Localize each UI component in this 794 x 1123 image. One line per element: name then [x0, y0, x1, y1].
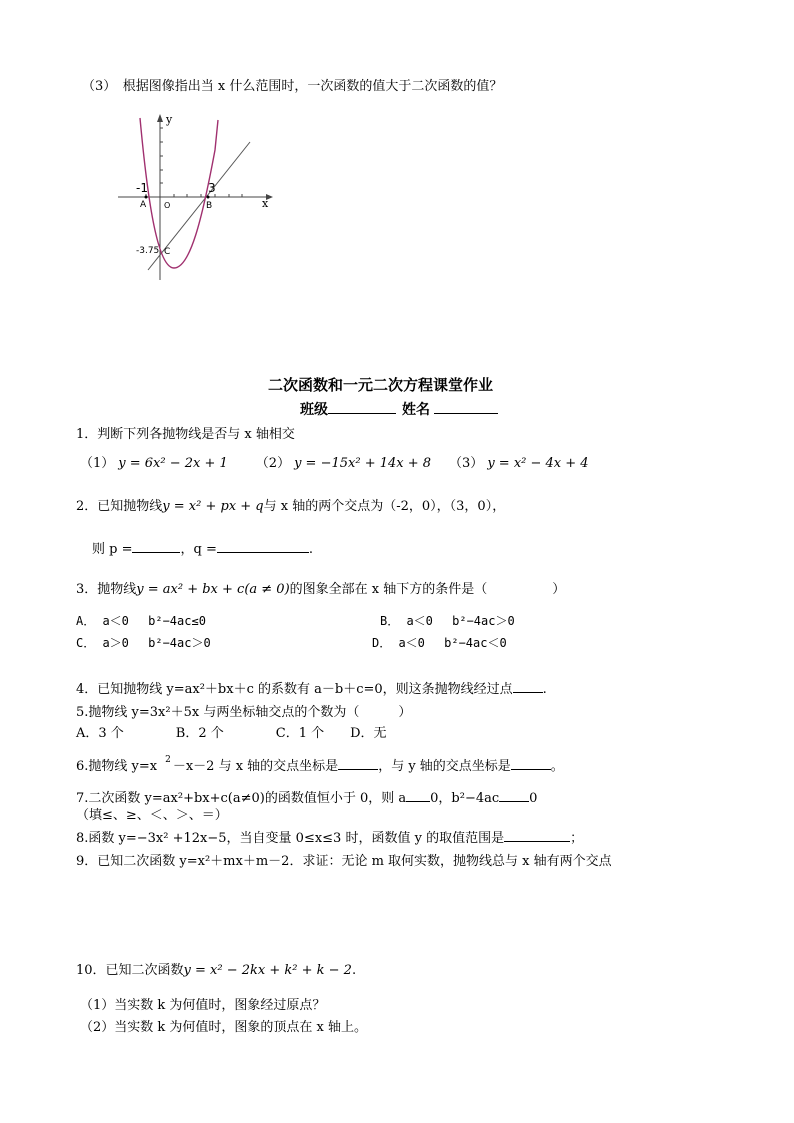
q6-d: 。	[550, 759, 564, 774]
q3-expr: y = ax² + bx + c(a ≠ 0)	[136, 582, 290, 597]
q6-c: ，与 y 轴的交点坐标是	[378, 759, 511, 774]
q3-option-a[interactable]: A． a＜0 b²−4ac≤0	[76, 614, 206, 628]
question-10-sub1: （1）当实数 k 为何值时，图象经过原点？	[80, 998, 326, 1013]
label-c: C	[164, 247, 171, 257]
q3-stem-b: 的图象全部在 x 轴下方的条件是（ ）	[289, 582, 566, 597]
q1-part3-number: （3）	[449, 456, 484, 471]
student-info-line	[300, 400, 498, 419]
label-a: A	[140, 200, 147, 210]
name-label: 姓名	[402, 402, 430, 418]
question-1-parts	[80, 455, 589, 473]
question-7	[76, 788, 537, 808]
question-8	[76, 828, 583, 848]
q6-blank-x[interactable]	[338, 756, 378, 770]
q3-option-b[interactable]: B． a＜0 b²−4ac＞0	[380, 614, 515, 628]
q8-a: 8.函数 y=−3x² +12x−5，当自变量 0≤x≤3 时，函数值 y 的取值范围是	[76, 831, 505, 846]
q7-blank-b[interactable]	[499, 788, 529, 802]
question-3-stem	[76, 581, 565, 599]
point-b	[207, 196, 210, 199]
question-7-hint: （填≤、≥、＜、＞、＝）	[76, 808, 228, 823]
q4-tail: .	[542, 682, 547, 697]
q3-option-d[interactable]: D． a＜0 b²−4ac＜0	[372, 636, 507, 650]
q2-stem-a: 2．已知抛物线	[76, 499, 163, 514]
q1-part2-number: （2）	[255, 456, 291, 471]
question-10-stem	[76, 962, 356, 980]
q8-blank[interactable]	[504, 828, 570, 842]
function-graph	[118, 110, 278, 280]
name-blank[interactable]	[434, 400, 498, 414]
question-1-stem: 1．判断下列各抛物线是否与 x 轴相交	[76, 427, 295, 442]
label-neg1: -1	[136, 181, 148, 195]
q4-stem: 4．已知抛物线 y=ax²＋bx＋c 的系数有 a－b＋c=0，则这条抛物线经过点	[76, 682, 513, 697]
question-4	[76, 679, 547, 699]
class-blank[interactable]	[328, 400, 396, 414]
q1-part3-expr: y = x² − 4x + 4	[487, 456, 589, 471]
worksheet-title: 二次函数和一元二次方程课堂作业	[268, 376, 494, 394]
y-axis-arrow	[157, 114, 163, 122]
question-5-options: A．3 个 B．2 个 C．1 个 D．无	[76, 726, 387, 741]
q7-b: 0，b²−4ac	[430, 791, 500, 806]
label-x: x	[262, 197, 269, 210]
q3-stem-a: 3．抛物线	[76, 582, 137, 597]
label-y: y	[166, 113, 173, 126]
q2-expr: y = x² + px + q	[162, 499, 264, 514]
question-9: 9．已知二次函数 y=x²＋mx＋m－2．求证：无论 m 取何实数，抛物线总与 x 轴有两个交点	[76, 854, 612, 869]
q6-a: 6.抛物线 y=x	[76, 759, 158, 774]
q2-stem-b: 与 x 轴的两个交点为（-2，0），（3，0），	[263, 499, 506, 514]
q6-blank-y[interactable]	[511, 756, 551, 770]
q10-stem-a: 10．已知二次函数	[76, 963, 184, 978]
q6-b: －x－2 与 x 轴的交点坐标是	[172, 759, 339, 774]
q3-option-c[interactable]: C． a＞0 b²−4ac＞0	[76, 636, 211, 650]
q4-blank[interactable]	[513, 679, 543, 693]
q6-superscript: 2	[165, 755, 171, 765]
q10-stem-b: .	[351, 963, 357, 978]
class-label: 班级	[300, 402, 328, 418]
question-2-stem	[76, 498, 505, 516]
q2-q-label: ，q =	[180, 542, 217, 557]
point-a	[145, 196, 148, 199]
q1-part1-expr: y = 6x² − 2x + 1	[118, 456, 228, 471]
label-origin: O	[164, 201, 171, 210]
q7-c: 0	[529, 791, 538, 806]
q2-p-blank[interactable]	[132, 539, 180, 553]
question-3-prompt: （3） 根据图像指出当 x 什么范围时，一次函数的值大于二次函数的值？	[82, 79, 503, 94]
q7-blank-a[interactable]	[406, 788, 430, 802]
q8-b: ；	[570, 831, 584, 846]
q7-a: 7.二次函数 y=ax²+bx+c(a≠0)的函数值恒小于 0，则 a	[76, 791, 407, 806]
q1-part2-expr: y = −15x² + 14x + 8	[294, 456, 432, 471]
q10-expr: y = x² − 2kx + k² + k − 2	[183, 963, 352, 978]
label-c-value: -3.75	[136, 246, 160, 256]
q2-p-label: 则 p =	[92, 542, 133, 557]
question-6	[76, 756, 564, 777]
q1-part1-number: （1）	[80, 456, 115, 471]
q2-q-blank[interactable]	[217, 539, 309, 553]
question-2-answer-line	[92, 539, 313, 559]
label-b: B	[206, 201, 213, 211]
question-5-stem: 5.抛物线 y=3x²＋5x 与两坐标轴交点的个数为（ ）	[76, 705, 412, 720]
question-10-sub2: （2）当实数 k 为何值时，图象的顶点在 x 轴上。	[80, 1020, 368, 1035]
label-3: 3	[208, 181, 216, 195]
q2-end: .	[308, 542, 313, 557]
